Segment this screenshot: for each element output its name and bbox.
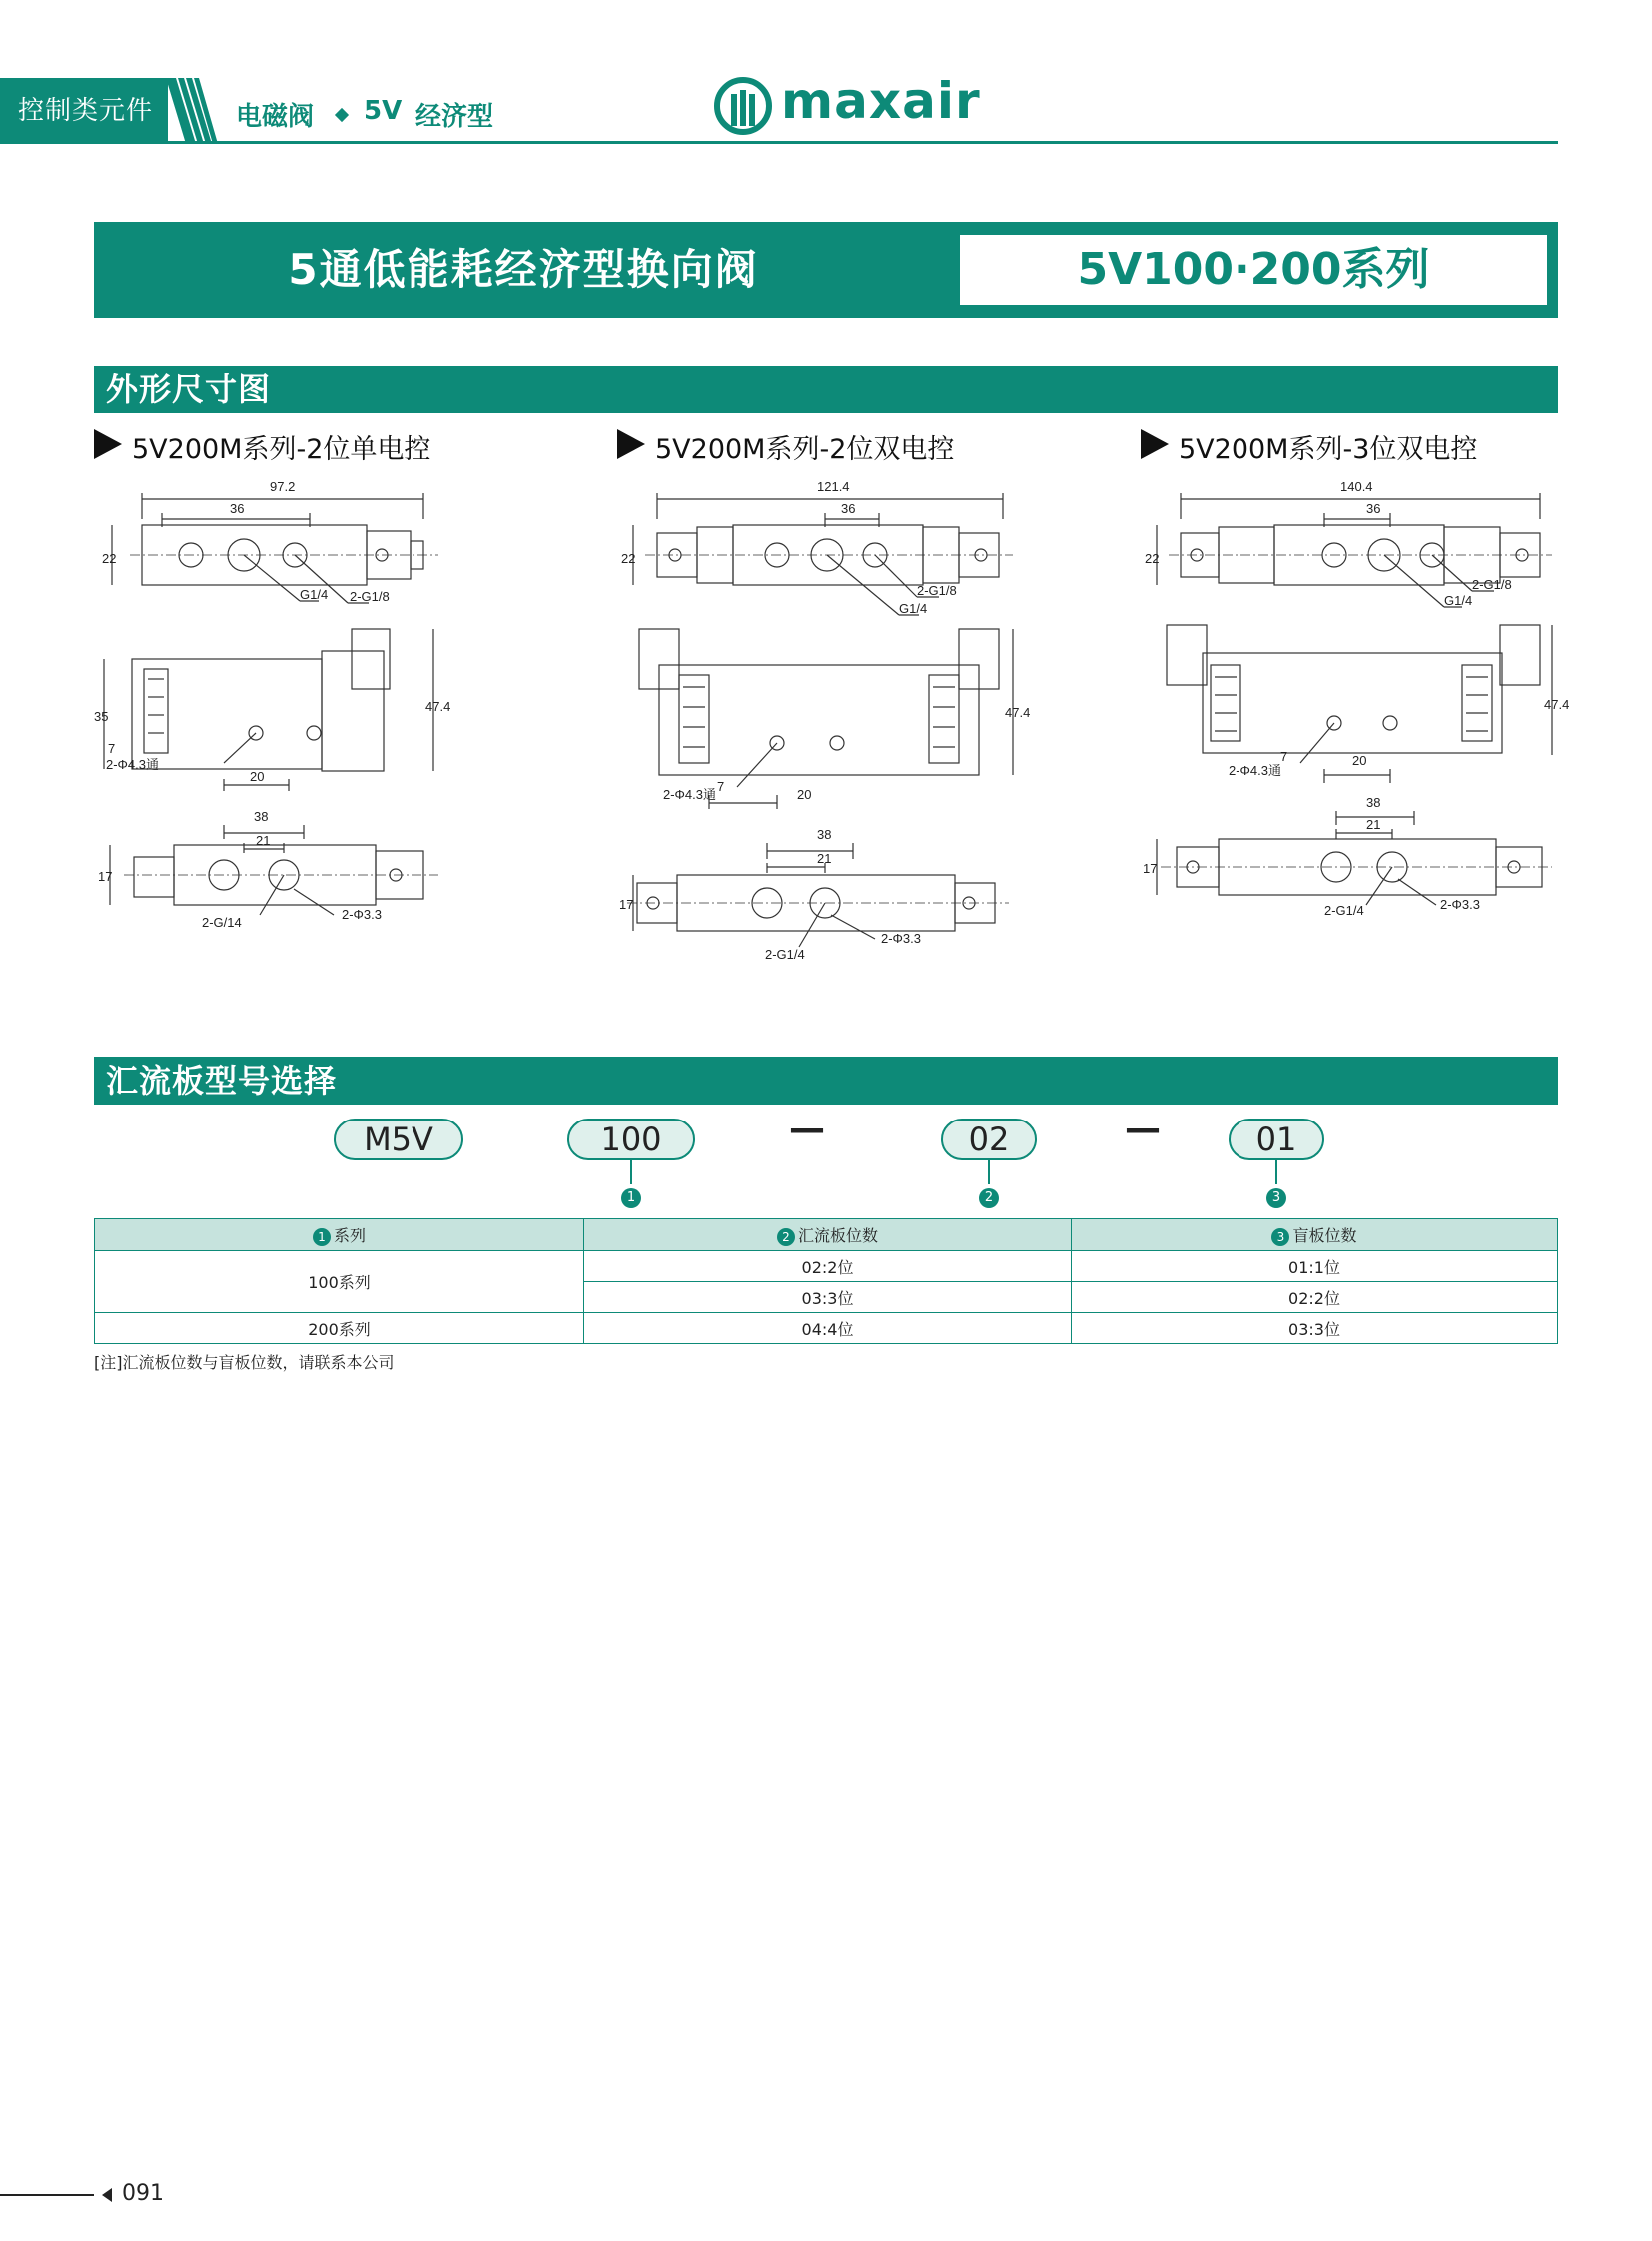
code-separator: —: [1125, 1109, 1161, 1149]
dim-height: 22: [102, 551, 117, 566]
drawing-1-dimension-views: [94, 469, 451, 939]
breadcrumb-item-solenoid[interactable]: 电磁阀: [236, 102, 315, 132]
brand-logo-text: maxair: [781, 72, 981, 130]
dim-bottom-pitch: 21: [1366, 817, 1381, 832]
dim-total-height: 47.4: [425, 699, 451, 714]
header-rule: [0, 141, 1558, 144]
dim-pitch: 36: [841, 501, 856, 516]
breadcrumb-item-economy[interactable]: 经济型: [415, 102, 494, 132]
marker-1: 1: [621, 1188, 641, 1208]
dim-bottom-height: 17: [619, 897, 634, 912]
code-part-prefix: M5V: [334, 1119, 463, 1160]
marker-3: 3: [1266, 1188, 1286, 1208]
code-part-series: 100: [567, 1119, 695, 1160]
dim-mount: 20: [1352, 753, 1367, 768]
bottom-port-label: 2-G1/4: [765, 947, 805, 962]
bullet-triangle-icon: [617, 429, 645, 459]
dim-height: 22: [621, 551, 636, 566]
bottom-hole-label: 2-Φ3.3: [1440, 897, 1481, 912]
dim-body-height: 35: [94, 709, 109, 724]
bottom-port-label: 2-G1/4: [1324, 903, 1364, 918]
header-marker-2: 2: [777, 1228, 795, 1246]
dim-mount: 20: [250, 769, 265, 784]
marker-connector: [630, 1160, 632, 1184]
drawing-1-heading: 5V200M系列-2位单电控: [132, 434, 431, 465]
table-header-series: [95, 1219, 584, 1251]
marker-connector: [988, 1160, 990, 1184]
dim-span: 38: [817, 827, 832, 842]
marker-2: 2: [979, 1188, 999, 1208]
hole-label: 2-Φ4.3通: [106, 757, 160, 772]
dim-width: 140.4: [1340, 479, 1373, 494]
dim-pitch: 36: [1366, 501, 1381, 516]
breadcrumb-item-5v[interactable]: 5V: [364, 96, 403, 126]
table-cell-series: 200系列: [95, 1313, 584, 1344]
dim-offset: 7: [717, 779, 725, 794]
dim-bottom-pitch: 21: [817, 851, 832, 866]
dim-width: 97.2: [270, 479, 296, 494]
table-cell-manifold: 03:3位: [584, 1282, 1072, 1313]
category-stripes: [166, 78, 218, 144]
port-label-1: 2-G1/8: [1472, 577, 1512, 592]
dim-height: 22: [1145, 551, 1160, 566]
code-part-blank: 01: [1229, 1119, 1324, 1160]
dim-mount: 20: [797, 787, 812, 802]
dim-offset: 7: [1280, 749, 1288, 764]
dim-bottom-height: 17: [98, 869, 113, 884]
header-label: 系列: [333, 1226, 366, 1245]
dim-offset: 7: [108, 741, 116, 756]
code-part-manifold: 02: [941, 1119, 1037, 1160]
section-dimensions-title: 外形尺寸图: [94, 366, 1558, 413]
drawing-3-dimension-views: [1141, 469, 1570, 939]
port-label-2: 2-G1/8: [350, 589, 390, 604]
header-marker-1: 1: [313, 1228, 331, 1246]
dim-span: 38: [254, 809, 269, 824]
code-separator: —: [789, 1109, 825, 1149]
bottom-hole-label: 2-Φ3.3: [342, 907, 383, 922]
category-label: 控制类元件: [0, 78, 168, 144]
drawing-2-heading: 5V200M系列-2位双电控: [655, 434, 955, 465]
dim-pitch: 36: [230, 501, 245, 516]
table-header-blank: [1072, 1219, 1558, 1251]
marker-connector: [1275, 1160, 1277, 1184]
hole-label: 2-Φ4.3通: [663, 787, 717, 802]
bullet-triangle-icon: [94, 429, 122, 459]
port-label-2: G1/4: [1444, 593, 1473, 608]
page-title: 5通低能耗经济型换向阀: [288, 245, 759, 294]
dim-width: 121.4: [817, 479, 850, 494]
breadcrumb-separator-icon: [335, 108, 349, 122]
header-label: 盲板位数: [1292, 1226, 1357, 1245]
dim-bottom-height: 17: [1143, 861, 1158, 876]
drawing-3-heading: 5V200M系列-3位双电控: [1179, 434, 1478, 465]
bottom-port-label: 2-G/14: [202, 915, 242, 930]
page-number: 091: [122, 2181, 164, 2206]
table-header-manifold: [584, 1219, 1072, 1251]
dim-total-height: 47.4: [1005, 705, 1031, 720]
table-cell-blank: 01:1位: [1072, 1251, 1558, 1282]
table-row: [95, 1251, 1558, 1282]
drawing-2-dimension-views: [617, 469, 1031, 969]
table-row: [95, 1313, 1558, 1344]
dim-bottom-pitch: 21: [256, 833, 271, 848]
bullet-triangle-icon: [1141, 429, 1169, 459]
table-cell-manifold: 02:2位: [584, 1251, 1072, 1282]
header-label: 汇流板位数: [797, 1226, 878, 1245]
table-cell-series: 100系列: [95, 1251, 584, 1313]
dim-span: 38: [1366, 795, 1381, 810]
manifold-selection-table: [94, 1218, 1558, 1344]
table-note: [注]汇流板位数与盲板位数，请联系本公司: [94, 1353, 395, 1372]
table-cell-manifold: 04:4位: [584, 1313, 1072, 1344]
port-label-2: G1/4: [899, 601, 928, 616]
table-cell-blank: 03:3位: [1072, 1313, 1558, 1344]
header-marker-3: 3: [1271, 1228, 1289, 1246]
table-cell-blank: 02:2位: [1072, 1282, 1558, 1313]
maxair-logo-icon: [713, 76, 773, 136]
port-label-1: 2-G1/8: [917, 583, 957, 598]
series-title: 5V100·200系列: [957, 232, 1550, 308]
footer-rule: [0, 2194, 94, 2196]
hole-label: 2-Φ4.3通: [1229, 763, 1282, 778]
dim-total-height: 47.4: [1544, 697, 1570, 712]
page-arrow-icon: [102, 2188, 112, 2202]
port-label-1: G1/4: [300, 587, 329, 602]
bottom-hole-label: 2-Φ3.3: [881, 931, 922, 946]
section-manifold-title: 汇流板型号选择: [94, 1057, 1558, 1105]
